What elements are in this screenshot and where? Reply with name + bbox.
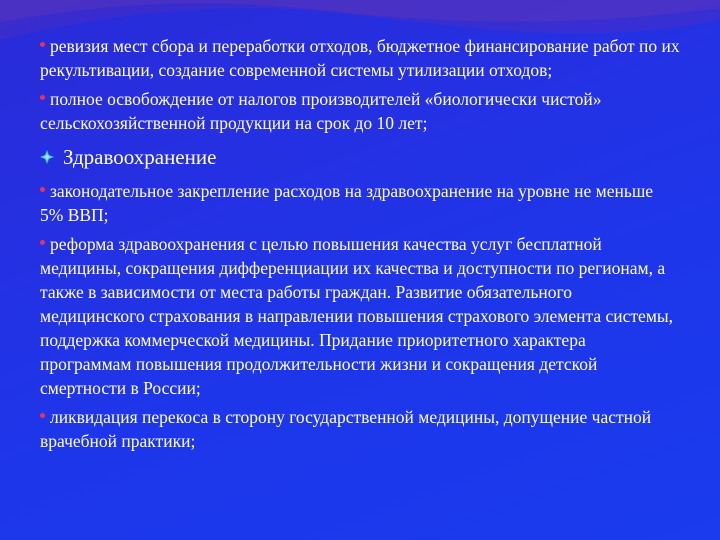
list-item-text: полное освобождение от налогов производителей «биологически чистой» сельскохозяйственной продукции на срок до 10 лет; bbox=[40, 89, 602, 133]
list-item-text: ревизия мест сбора и переработки отходов, бюджетное финансирование работ по их рекультивации, создание современной системы утилизации отходов; bbox=[40, 36, 680, 80]
list-item bbox=[40, 179, 680, 227]
list-item bbox=[40, 405, 680, 453]
list-item-text: ликвидация перекоса в сторону государственной медицины, допущение частной врачебной практики; bbox=[40, 407, 652, 451]
list-item bbox=[40, 87, 680, 135]
bullet-dot-icon bbox=[40, 187, 45, 192]
section-heading-text: Здравоохранение bbox=[63, 145, 217, 169]
list-item bbox=[40, 232, 680, 400]
bullet-dot-icon bbox=[40, 240, 45, 245]
bullet-dot-icon bbox=[40, 413, 45, 418]
section-heading bbox=[40, 143, 680, 171]
slide-content bbox=[40, 34, 680, 458]
list-item-text: реформа здравоохранения с целью повышения качества услуг бесплатной медицины, сокращения дифференциации их качества и доступности по регионам, а также в зависимости от места работы граждан. Развитие обязательного медицинского страхования в направлении повышения страхового элемента системы, поддержка коммерческой медицины. Придание приоритетного характера программам повышения продолжительности жизни и сокращения детской смертности в России; bbox=[40, 234, 674, 398]
bullet-dot-icon bbox=[40, 95, 45, 100]
list-item bbox=[40, 34, 680, 82]
list-item-text: законодательное закрепление расходов на здравоохранение на уровне не меньше 5% ВВП; bbox=[40, 181, 654, 225]
bullet-dot-icon bbox=[40, 42, 45, 47]
diamond-bullet-icon bbox=[40, 150, 54, 164]
